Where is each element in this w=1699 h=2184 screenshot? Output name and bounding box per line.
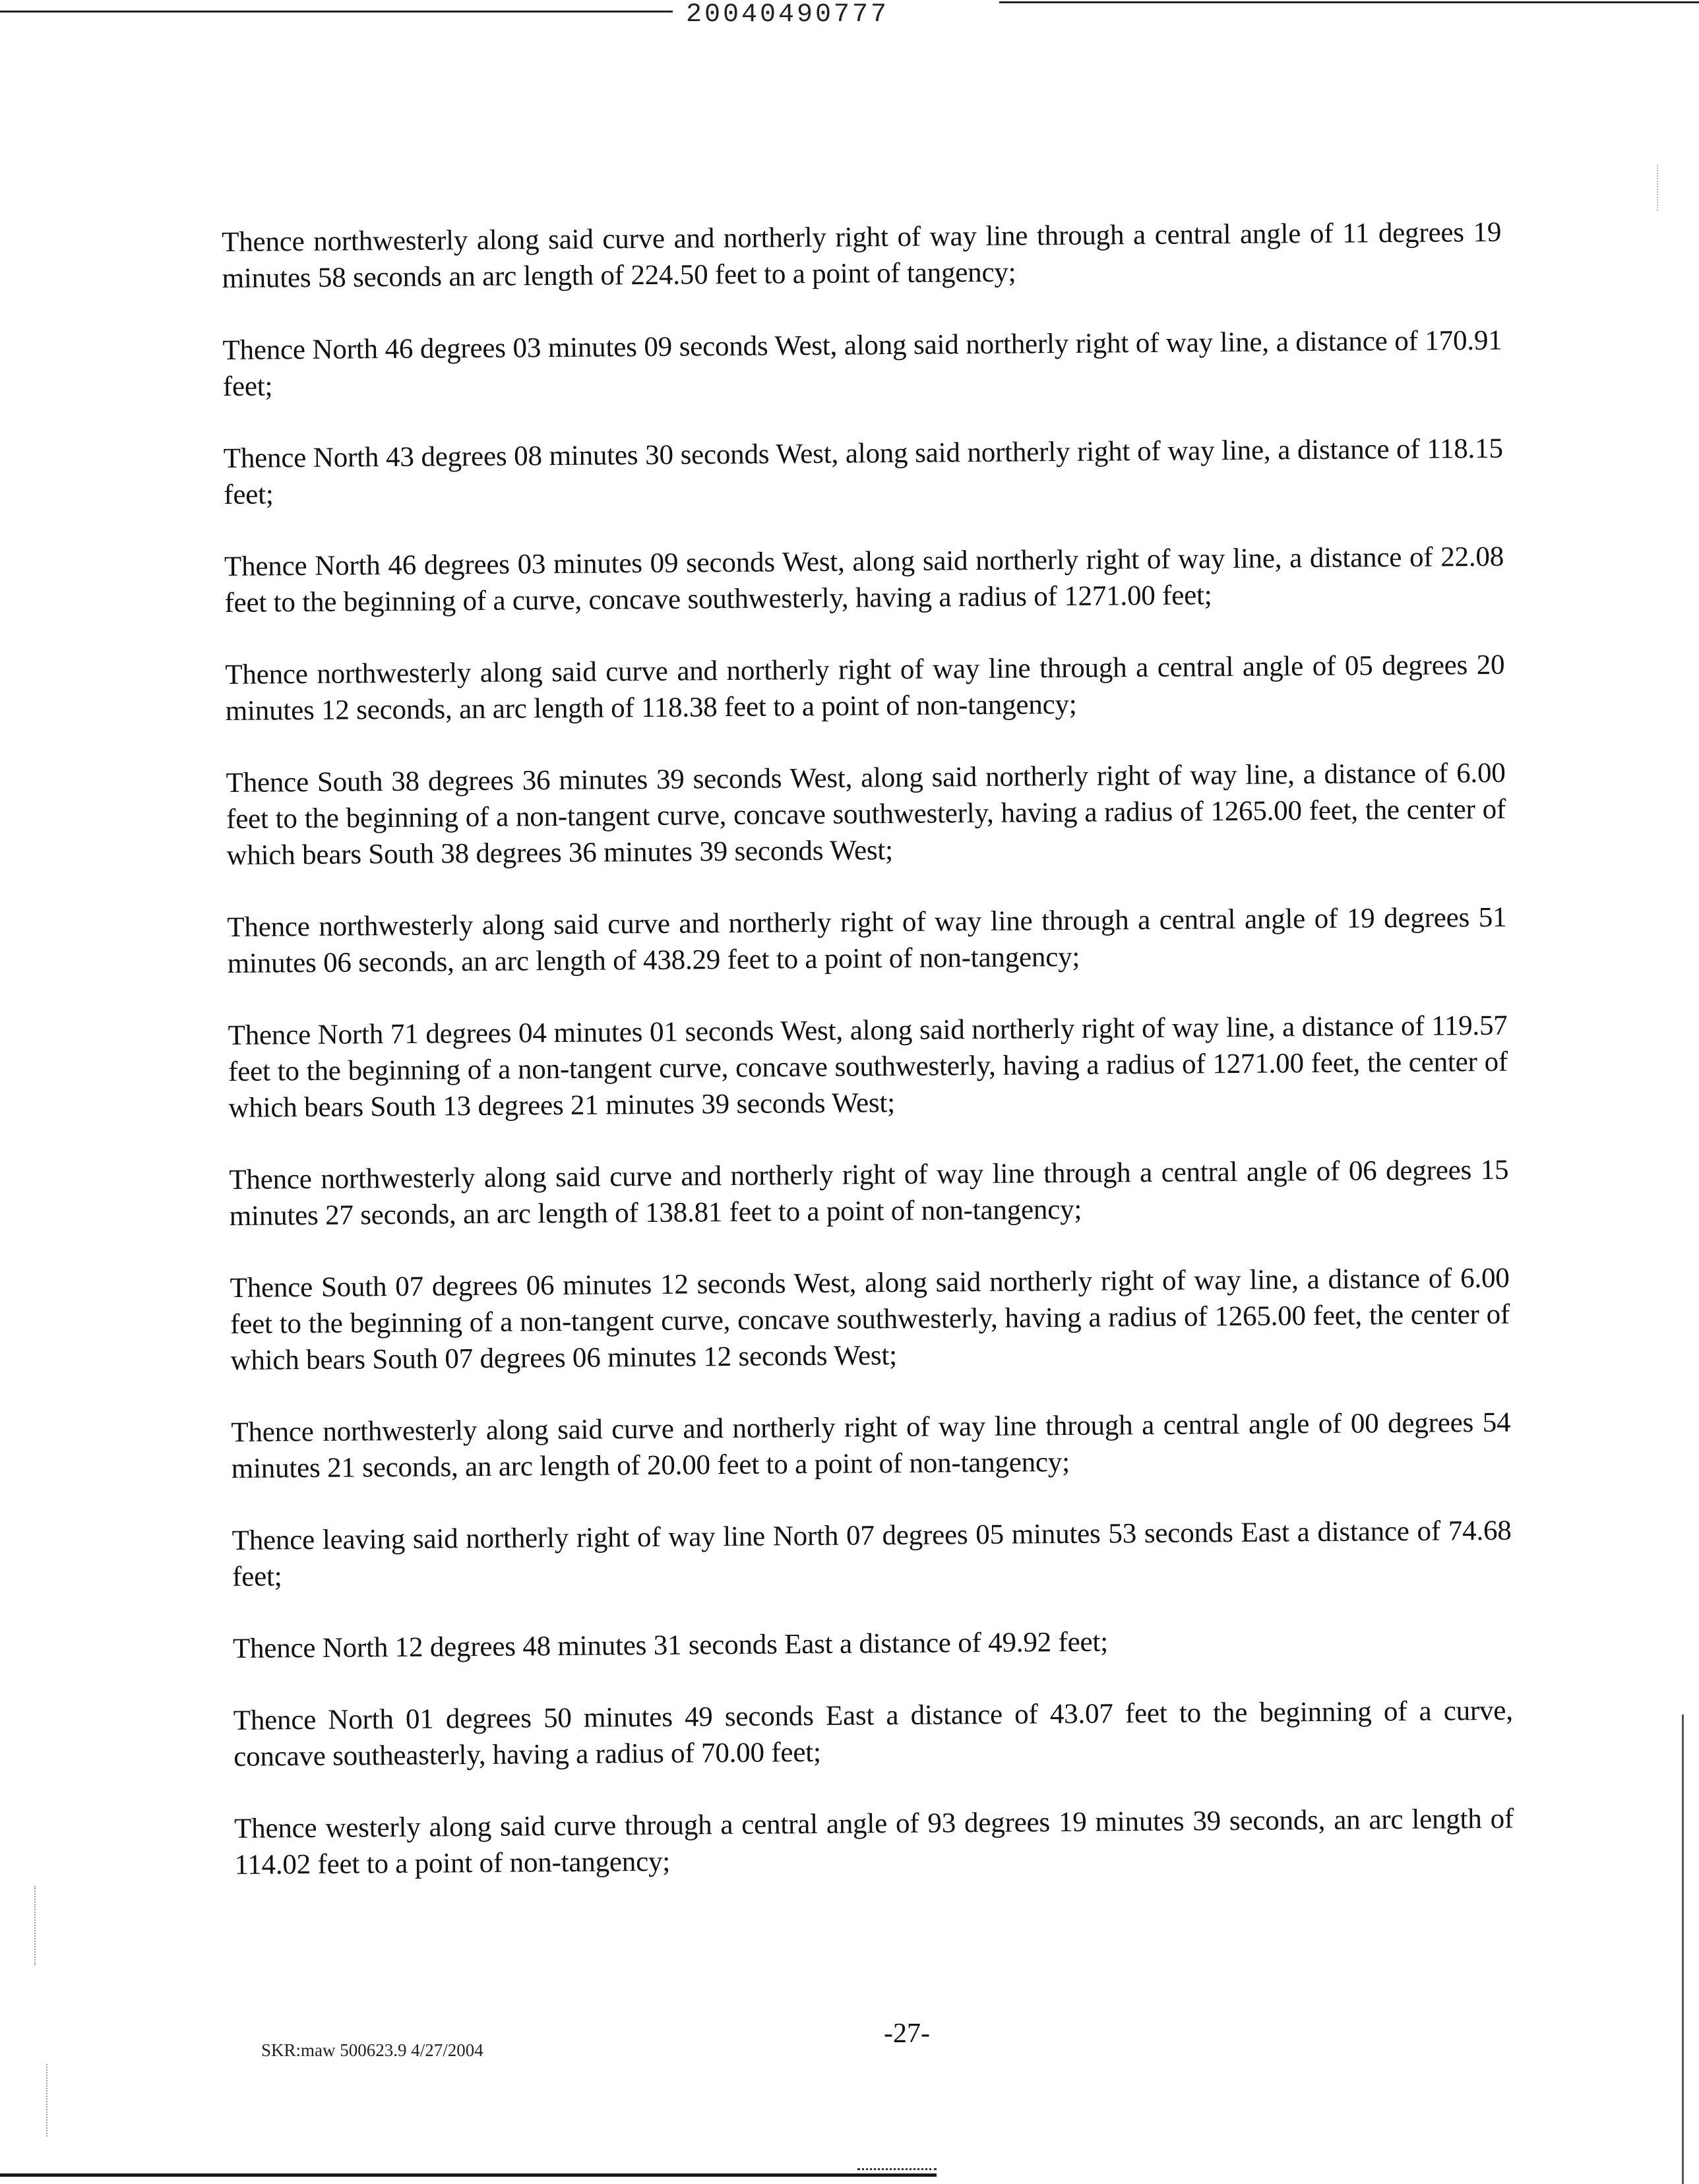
document-number: 20040490777	[686, 0, 890, 30]
page-number: -27-	[884, 2018, 930, 2049]
paragraph: Thence northwesterly along said curve and northerly right of way line through a central angle of 05 degrees 20 minutes 12 seconds, an arc length of 118.38 feet to a point of non-tangency;	[225, 649, 1505, 727]
paragraph: Thence leaving said northerly right of way line North 07 degrees 05 minutes 53 seconds East a distance of 74.68 feet;	[232, 1515, 1512, 1592]
scan-artifact	[46, 2064, 49, 2137]
legal-description-body	[222, 214, 1514, 1919]
paragraph: Thence northwesterly along said curve and northerly right of way line through a central angle of 00 degrees 54 minutes 21 seconds, an arc length of 20.00 feet to a point of non-tangency;	[231, 1407, 1511, 1484]
paragraph: Thence North 46 degrees 03 minutes 09 seconds West, along said northerly right of way line, a distance of 170.91 feet;	[222, 324, 1502, 402]
paragraph: Thence North 71 degrees 04 minutes 01 seconds West, along said northerly right of way line, a distance of 119.57 feet to the beginning of a non-tangent curve, concave southwesterly, having a radius of 1271.00 feet, the center of which bears South 13 degrees 21 minutes 39 seconds West;	[228, 1010, 1508, 1124]
paragraph: Thence North 01 degrees 50 minutes 49 seconds East a distance of 43.07 feet to the beginning of a curve, concave southeasterly, having a radius of 70.00 feet;	[233, 1695, 1513, 1773]
scan-artifact	[34, 1886, 37, 1965]
paragraph: Thence South 07 degrees 06 minutes 12 seconds West, along said northerly right of way line, a distance of 6.00 feet to the beginning of a non-tangent curve, concave southwesterly, having a radius of 1265.00 feet, the center of which bears South 07 degrees 06 minutes 12 seconds West;	[230, 1262, 1510, 1376]
footer-reference: SKR:maw 500623.9 4/27/2004	[261, 2040, 483, 2060]
scan-edge-line	[1682, 1714, 1684, 2184]
scan-artifact	[1657, 165, 1659, 211]
paragraph: Thence South 38 degrees 36 minutes 39 seconds West, along said northerly right of way line, a distance of 6.00 feet to the beginning of a non-tangent curve, concave southwesterly, having a radius of 1265.00 feet, the center of which bears South 38 degrees 36 minutes 39 seconds West;	[226, 757, 1506, 871]
paragraph: Thence North 46 degrees 03 minutes 09 seconds West, along said northerly right of way line, a distance of 22.08 feet to the beginning of a curve, concave southwesterly, having a radius of 1271.00 feet;	[224, 541, 1504, 619]
paragraph: Thence westerly along said curve through a central angle of 93 degrees 19 minutes 39 seconds, an arc length of 114.02 feet to a point of non-tangency;	[233, 1803, 1514, 1881]
top-scan-rule-right	[999, 1, 1699, 3]
top-scan-rule-left	[0, 11, 673, 13]
bottom-scan-rule-dash	[857, 2168, 937, 2170]
paragraph: Thence northwesterly along said curve and northerly right of way line through a central angle of 11 degrees 19 minutes 58 seconds an arc length of 224.50 feet to a point of tangency;	[222, 216, 1502, 294]
paragraph: Thence North 12 degrees 48 minutes 31 seconds East a distance of 49.92 feet;	[232, 1626, 1109, 1664]
bottom-scan-rule	[0, 2173, 937, 2177]
paragraph: Thence northwesterly along said curve and northerly right of way line through a central angle of 19 degrees 51 minutes 06 seconds, an arc length of 438.29 feet to a point of non-tangency;	[227, 901, 1507, 979]
paragraph: Thence northwesterly along said curve and northerly right of way line through a central angle of 06 degrees 15 minutes 27 seconds, an arc length of 138.81 feet to a point of non-tangency;	[229, 1154, 1509, 1232]
paragraph: Thence North 43 degrees 08 minutes 30 seconds West, along said northerly right of way line, a distance of 118.15 feet;	[223, 433, 1503, 510]
